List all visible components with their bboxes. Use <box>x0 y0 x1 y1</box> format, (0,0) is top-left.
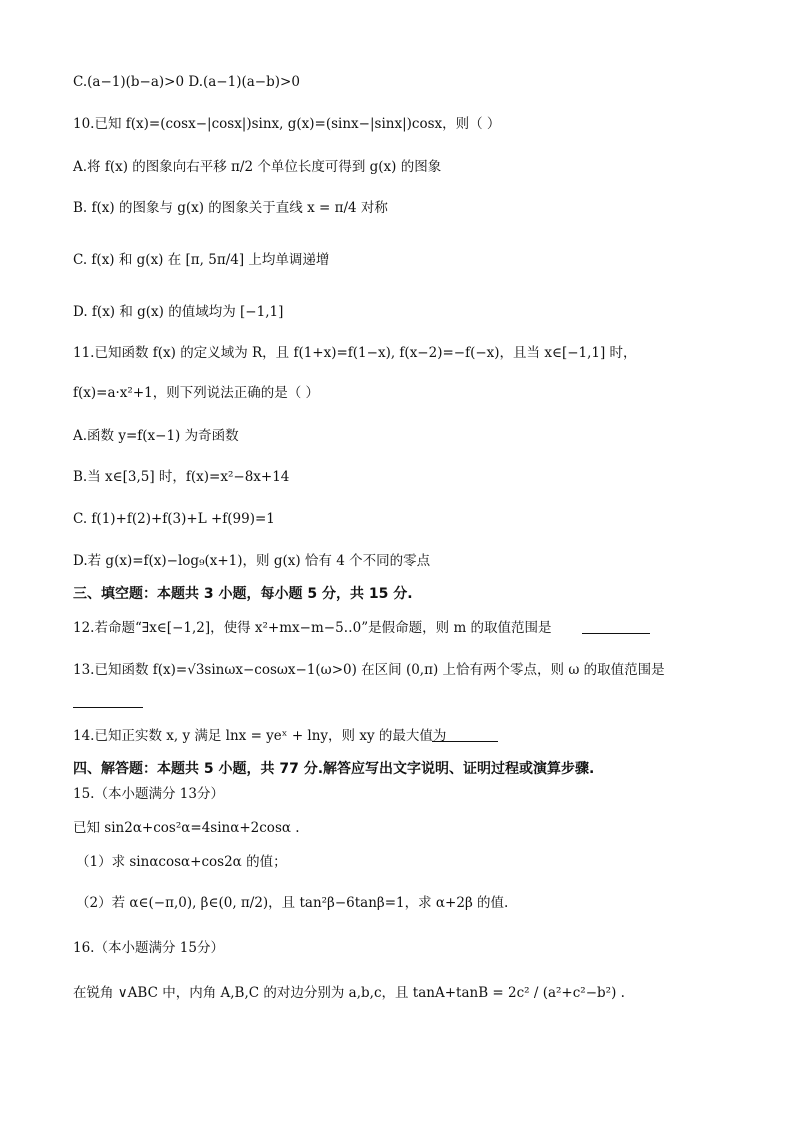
answer-blank-13[interactable] <box>73 707 143 708</box>
question-10-option-a: A.将 f(x) 的图象向右平移 π/2 个单位长度可得到 g(x) 的图象 <box>73 159 442 175</box>
question-10-option-d: D. f(x) 和 g(x) 的值域均为 [−1,1] <box>73 304 284 320</box>
question-11-option-b: B.当 x∈[3,5] 时，f(x)=x²−8x+14 <box>73 469 290 485</box>
question-11: 11.已知函数 f(x) 的定义域为 R，且 f(1+x)=f(1−x), f(x−2)=−f(−x)，且当 x∈[−1,1] 时， <box>73 345 637 361</box>
answer-blank-12[interactable] <box>582 633 650 634</box>
question-14: 14.已知正实数 x, y 满足 lnx = yeˣ + lny，则 xy 的最大值为 <box>73 728 447 744</box>
option-c-d-line: C.(a−1)(b−a)>0 D.(a−1)(a−b)>0 <box>73 74 300 90</box>
section-3-heading: 三、填空题：本题共 3 小题，每小题 5 分，共 15 分. <box>73 586 413 602</box>
question-11-option-a: A.函数 y=f(x−1) 为奇函数 <box>73 428 239 444</box>
question-13: 13.已知函数 f(x)=√3sinωx−cosωx−1(ω>0) 在区间 (0,π) 上恰有两个零点，则 ω 的取值范围是 <box>73 662 665 678</box>
question-10-option-c: C. f(x) 和 g(x) 在 [π, 5π/4] 上均单调递增 <box>73 252 330 268</box>
question-16-stem: 在锐角 ∨ABC 中，内角 A,B,C 的对边分别为 a,b,c，且 tanA+tanB = 2c² / (a²+c²−b²) . <box>73 985 625 1001</box>
question-11-option-d: D.若 g(x)=f(x)−log₉(x+1)，则 g(x) 恰有 4 个不同的零点 <box>73 553 431 569</box>
question-15-header: 15.（本小题满分 13分） <box>73 786 224 802</box>
question-11-cont: f(x)=a·x²+1，则下列说法正确的是（ ） <box>73 385 320 401</box>
section-4-heading: 四、解答题：本题共 5 小题，共 77 分.解答应写出文字说明、证明过程或演算步骤. <box>73 761 595 777</box>
answer-blank-14[interactable] <box>432 741 498 742</box>
question-10: 10.已知 f(x)=(cosx−|cosx|)sinx, g(x)=(sinx−|sinx|)cosx，则（ ） <box>73 116 501 132</box>
question-15-part-2: （2）若 α∈(−π,0), β∈(0, π/2)，且 tan²β−6tanβ=1，求 α+2β 的值. <box>76 895 509 911</box>
question-15-stem: 已知 sin2α+cos²α=4sinα+2cosα . <box>73 820 300 836</box>
question-11-option-c: C. f(1)+f(2)+f(3)+L +f(99)=1 <box>73 511 275 527</box>
question-15-part-1: （1）求 sinαcosα+cos2α 的值； <box>76 854 287 870</box>
question-10-option-b: B. f(x) 的图象与 g(x) 的图象关于直线 x = π/4 对称 <box>73 200 388 216</box>
question-12: 12.若命题“∃x∈[−1,2]，使得 x²+mx−m−5‥0”是假命题，则 m 的取值范围是 <box>73 620 552 636</box>
question-16-header: 16.（本小题满分 15分） <box>73 940 224 956</box>
